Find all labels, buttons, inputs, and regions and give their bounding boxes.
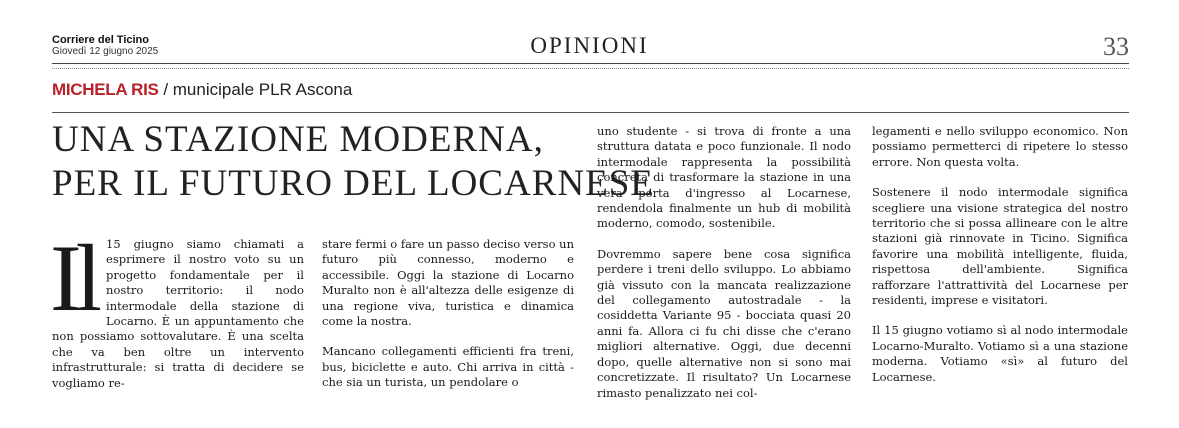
author-name: MICHELA RIS [52,80,159,99]
article-paragraph: Il 15 giugno votiamo sì al nodo intermodale Locarno-Muralto. Votiamo sì a una stazione moderna. Votiamo «sì» al futuro del Locarnese. [872,323,1128,384]
headline-line-1: UNA STAZIONE MODERNA, [52,119,544,160]
article-column-1 [50,225,304,391]
newspaper-name: Corriere del Ticino [52,34,149,46]
headline-line-2: PER IL FUTURO DEL LOCARNESE [52,163,654,204]
article-paragraph: uno studente - si trova di fronte a una struttura datata e poco funzionale. Il nodo intermodale rappresenta la possibilità concreta di trasformare la stazione in una vera porta d'ingresso al Locarnese, rendendola finalmente un hub di mobilità moderno, comodo, sostenibile. [597,124,851,231]
article-column-3 [597,124,851,401]
headline [52,118,654,206]
byline [52,80,352,100]
page-number: 33 [1103,32,1129,61]
masthead-rule [52,63,1129,69]
byline-rule [52,112,1129,113]
article-paragraph: legamenti e nello sviluppo economico. Non possiamo permetterci di ripetere lo stesso errore. Non questa volta. [872,124,1128,169]
dropcap: Il [50,225,97,331]
article-paragraph: Dovremmo sapere bene cosa significa perdere i treni dello sviluppo. Lo abbiamo già vissuto con la mancata realizzazione del collegamento autostradale - la cosiddetta Variante 95 - bocciata quasi 20 anni fa. Allora ci fu chi disse che c'erano migliori alternative. Oggi, due decenni dopo, quelle alternative non si sono mai concretizzate. Il risultato? Un Locarnese rimasto penalizzato nei col- [597,246,851,400]
article-paragraph: stare fermi o fare un passo deciso verso un futuro più connesso, moderno e accessibile. Oggi la stazione di Locarno Muralto non è all'altezza delle esigenze di una regione viva, turistica e dinamica come la nostra. [322,237,574,329]
article-paragraph [50,225,304,391]
section-title: OPINIONI [530,33,649,58]
author-role: / municipale PLR Ascona [163,80,353,99]
article-column-2 [322,237,574,391]
article-column-4 [872,124,1128,385]
issue-date: Giovedì 12 giugno 2025 [52,46,159,57]
article-paragraph: Mancano collegamenti efficienti fra treni, bus, biciclette e auto. Chi arriva in città - che sia un turista, un pendolare o [322,344,574,390]
article-paragraph: Sostenere il nodo intermodale significa scegliere una visione strategica del nostro territorio che si possa allineare con le altre stazioni già rinnovate in Ticino. Significa favorire una mobilità intelligente, fluida, rispettosa dell'ambiente. Significa rafforzare l'attrattività del Locarnese per residenti, imprese e visitatori. [872,185,1128,308]
paragraph-text: 15 giugno siamo chiamati a esprimere il nostro voto su un progetto fondamentale per il nostro territorio: il nodo intermodale della stazione di Locarno. È un appuntamento che non possiamo sottovalutare. È una scelta che va ben oltre un intervento infrastrutturale: si tratta di decidere se vogliamo re- [52,237,304,390]
